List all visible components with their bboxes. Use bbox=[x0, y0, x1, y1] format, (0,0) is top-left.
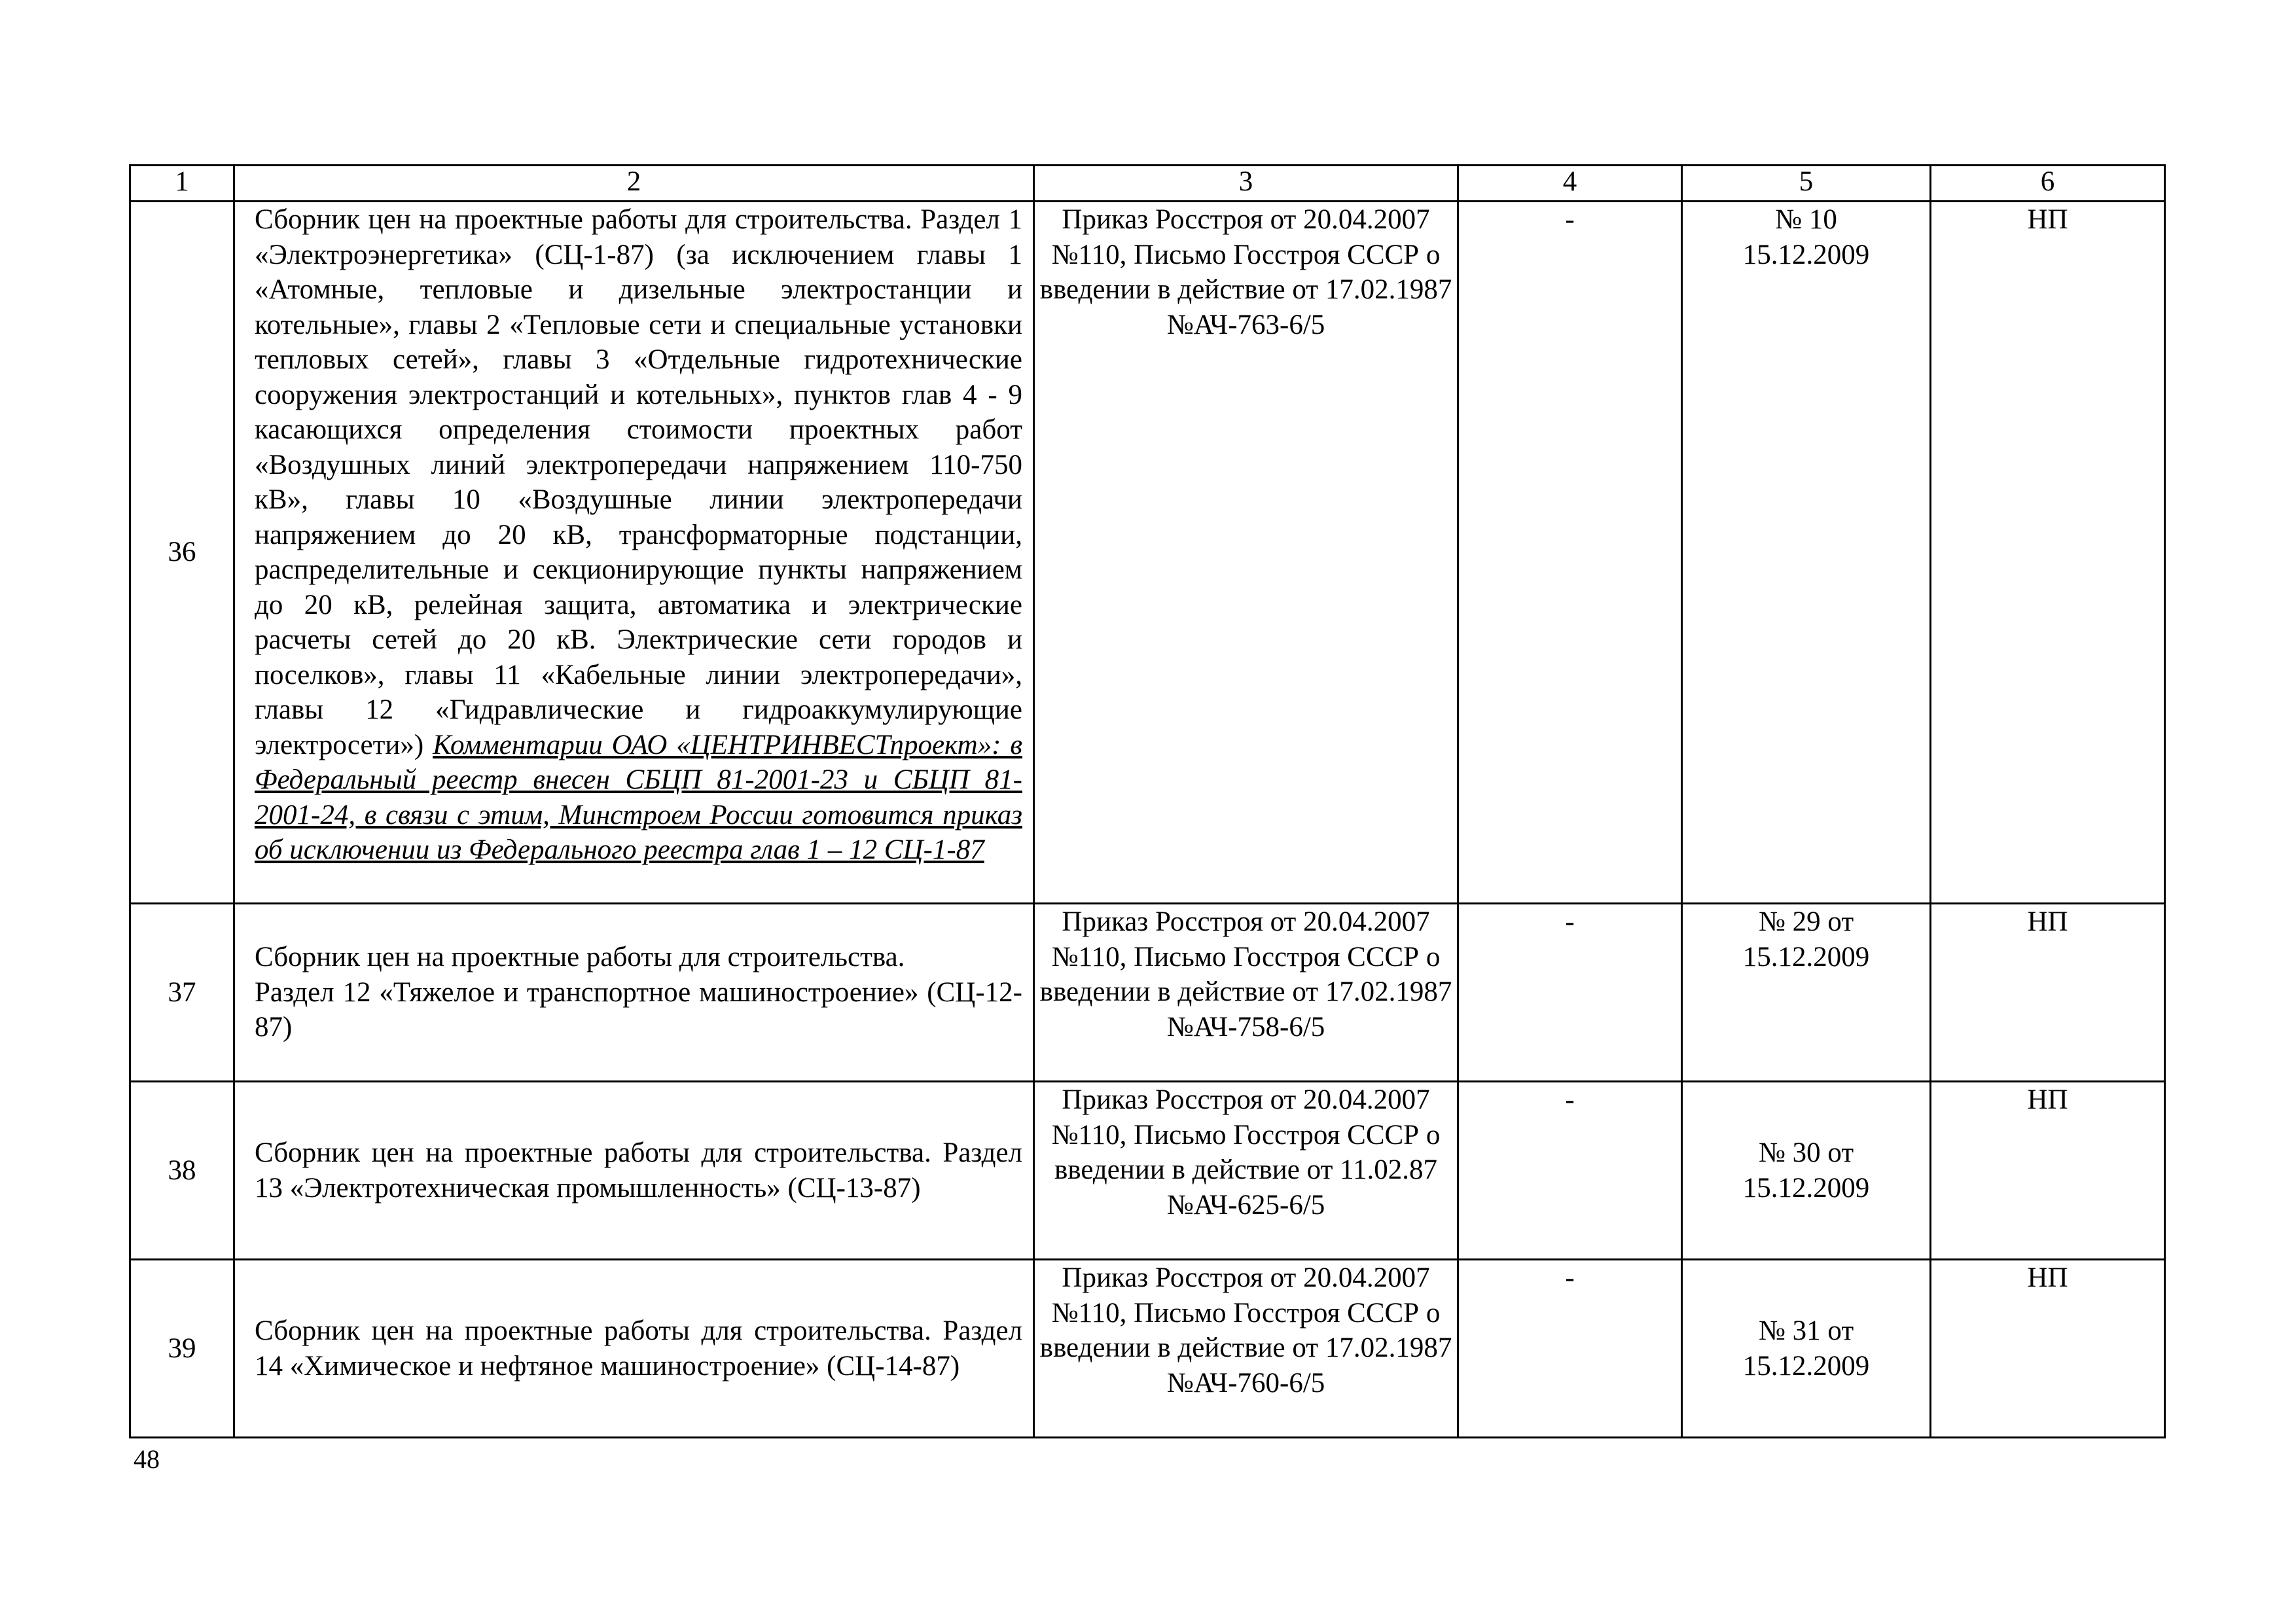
registration-text: № 10 15.12.2009 bbox=[1742, 204, 1870, 270]
row-description bbox=[234, 202, 1034, 904]
header-col-2: 2 bbox=[234, 166, 1034, 202]
header-col-4: 4 bbox=[1458, 166, 1682, 202]
description-line-2: Раздел 12 «Тяжелое и транспортное машиностроение» (СЦ-12-87) bbox=[255, 976, 1022, 1043]
registration-text: № 30 от 15.12.2009 bbox=[1742, 1137, 1870, 1204]
row-status: НП bbox=[1931, 904, 2165, 1082]
row-registration bbox=[1682, 1260, 1931, 1438]
row-col4: - bbox=[1458, 904, 1682, 1082]
table-row bbox=[130, 1082, 2165, 1260]
row-registration bbox=[1682, 1082, 1931, 1260]
table-row bbox=[130, 904, 2165, 1082]
row-status: НП bbox=[1931, 202, 2165, 904]
row-number: 37 bbox=[130, 904, 234, 1082]
registration-text: № 31 от 15.12.2009 bbox=[1742, 1315, 1870, 1382]
registration-text: № 29 от 15.12.2009 bbox=[1742, 906, 1870, 972]
row-number: 36 bbox=[130, 202, 234, 904]
header-col-6: 6 bbox=[1931, 166, 2165, 202]
description-comment: Комментарии ОАО «ЦЕНТРИНВЕСТпроект»: в Федеральный реестр внесен СБЦП 81-2001-23 и СБЦП 81-2001-24, в связи с этим, Минстроем России готовится приказ об исключении из Федерального реестра глав 1 – 12 СЦ-1-87 bbox=[255, 729, 1023, 865]
description-text: Сборник цен на проектные работы для строительства. Раздел 1 «Электроэнергетика» (СЦ-1-87) (за исключением главы 1 «Атомные, тепловые и дизельные электростанции и котельные», главы 2 «Тепловые сети и специальные установки тепловых сетей», главы 3 «Отдельные гидротехнические сооружения электростанций и котельных», пунктов глав 4 - 9 касающихся определения стоимости проектных работ «Воздушных линий электропередачи напряжением 110-750 кВ», главы 10 «Воздушные линии электропередачи напряжением до 20 кВ, трансформаторные подстанции, распределительные и секционирующие пункты напряжением до 20 кВ, релейная защита, автоматика и электрические расчеты сетей до 20 кВ. Электрические сети городов и поселков», главы 11 «Кабельные линии электропередачи», главы 12 «Гидравлические и гидроаккумулирующие электросети») bbox=[255, 204, 1022, 760]
table-row bbox=[130, 1260, 2165, 1438]
row-document: Приказ Росстроя от 20.04.2007 №110, Письмо Госстроя СССР о введении в действие от 17.02.1987 №АЧ-758-6/5 bbox=[1034, 904, 1458, 1082]
row-description: Сборник цен на проектные работы для строительства. Раздел 14 «Химическое и нефтяное машиностроение» (СЦ-14-87) bbox=[234, 1260, 1034, 1438]
header-col-3: 3 bbox=[1034, 166, 1458, 202]
header-col-5: 5 bbox=[1682, 166, 1931, 202]
row-number: 39 bbox=[130, 1260, 234, 1438]
row-col4: - bbox=[1458, 202, 1682, 904]
row-document: Приказ Росстроя от 20.04.2007 №110, Письмо Госстроя СССР о введении в действие от 11.02.87 №АЧ-625-6/5 bbox=[1034, 1082, 1458, 1260]
row-document: Приказ Росстроя от 20.04.2007 №110, Письмо Госстроя СССР о введении в действие от 17.02.1987 №АЧ-763-6/5 bbox=[1034, 202, 1458, 904]
row-description: Сборник цен на проектные работы для строительства. Раздел 13 «Электротехническая промышленность» (СЦ-13-87) bbox=[234, 1082, 1034, 1260]
table-row bbox=[130, 202, 2165, 904]
row-document: Приказ Росстроя от 20.04.2007 №110, Письмо Госстроя СССР о введении в действие от 17.02.1987 №АЧ-760-6/5 bbox=[1034, 1260, 1458, 1438]
register-table bbox=[129, 164, 2166, 1438]
row-col4: - bbox=[1458, 1082, 1682, 1260]
row-description bbox=[234, 904, 1034, 1082]
row-col4: - bbox=[1458, 1260, 1682, 1438]
row-status: НП bbox=[1931, 1260, 2165, 1438]
row-status: НП bbox=[1931, 1082, 2165, 1260]
row-registration bbox=[1682, 904, 1931, 1082]
description-line-1: Сборник цен на проектные работы для строительства. bbox=[255, 942, 905, 973]
row-registration bbox=[1682, 202, 1931, 904]
row-number: 38 bbox=[130, 1082, 234, 1260]
page-number: 48 bbox=[134, 1444, 160, 1474]
header-col-1: 1 bbox=[130, 166, 234, 202]
header-row bbox=[130, 166, 2165, 202]
